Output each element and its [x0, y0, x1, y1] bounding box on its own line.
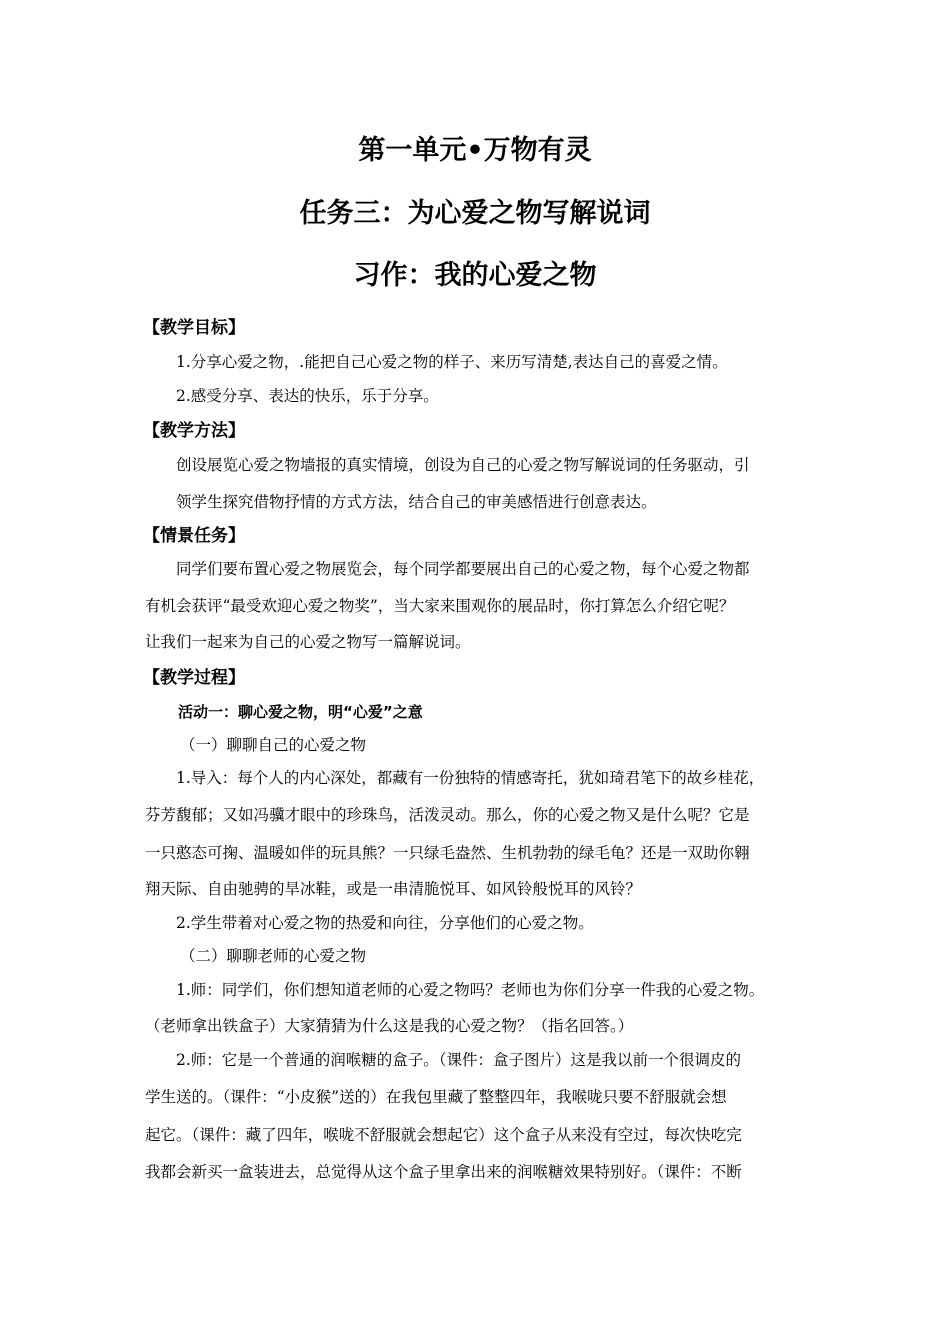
p4-line-2: 学生送的。（课件：“小皮猴”送的）在我包里藏了整整四年，我喉咙只要不舒服就会想	[145, 1088, 727, 1106]
process-heading: 【教学过程】	[143, 668, 245, 688]
scenario-line-2: 有机会获评“最受欢迎心爱之物奖”，当大家来围观你的展品时，你打算怎么介绍它呢？	[145, 597, 735, 615]
p1-line-1: 1.导入：每个人的内心深处，都藏有一份独特的情感寄托，犹如琦君笔下的故乡桂花，	[176, 769, 765, 787]
method-line-2: 领学生探究借物抒情的方式方法，结合自己的审美感悟进行创意表达。	[176, 493, 657, 511]
p1-line-2: 芬芳馥郁；又如冯骥才眼中的珍珠鸟，活泼灵动。那么，你的心爱之物又是什么呢？它是	[145, 806, 750, 824]
p4-line-1: 2.师：它是一个普通的润喉糖的盒子。（课件：盒子图片）这是我以前一个很调皮的	[176, 1051, 742, 1069]
goals-heading: 【教学目标】	[143, 318, 245, 338]
section-1-title: （一）聊聊自己的心爱之物	[180, 736, 367, 754]
p1-line-4: 翔天际、自由驰骋的旱冰鞋，或是一串清脆悦耳、如风铃般悦耳的风铃？	[145, 880, 642, 898]
method-line-1: 创设展览心爱之物墙报的真实情境，创设为自己的心爱之物写解说词的任务驱动，引	[176, 456, 750, 474]
method-heading: 【教学方法】	[143, 421, 245, 441]
p2-line: 2.学生带着对心爱之物的热爱和向往，分享他们的心爱之物。	[176, 914, 594, 932]
p4-line-4: 我都会新买一盒装进去，总觉得从这个盒子里拿出来的润喉糖效果特别好。（课件：不断	[145, 1163, 742, 1181]
p4-line-3: 起它。（课件：藏了四年，喉咙不舒服就会想起它）这个盒子从来没有空过，每次快吃完	[145, 1126, 742, 1144]
p1-line-3: 一只憨态可掬、温暖如伴的玩具熊？一只绿毛盎然、生机勃勃的绿毛龟？还是一双助你翱	[145, 844, 750, 862]
essay-title: 习作：我的心爱之物	[353, 260, 597, 291]
unit-title: 第一单元•万物有灵	[358, 135, 592, 166]
task-title: 任务三：为心爱之物写解说词	[299, 198, 651, 229]
activity-1-title: 活动一：聊心爱之物，明“心爱”之意	[178, 703, 423, 721]
scenario-line-3: 让我们一起来为自己的心爱之物写一篇解说词。	[145, 633, 471, 651]
scenario-heading: 【情景任务】	[143, 526, 245, 546]
goals-item-2: 2.感受分享、表达的快乐，乐于分享。	[176, 387, 439, 405]
p3-line-2: （老师拿出铁盒子）大家猜猜为什么这是我的心爱之物？（指名回答。）	[145, 1017, 634, 1035]
scenario-line-1: 同学们要布置心爱之物展览会，每个同学都要展出自己的心爱之物，每个心爱之物都	[176, 560, 750, 578]
p3-line-1: 1.师：同学们，你们想知道老师的心爱之物吗？老师也为你们分享一件我的心爱之物。	[176, 981, 765, 999]
section-2-title: （二）聊聊老师的心爱之物	[180, 947, 367, 965]
goals-item-1: 1.分享心爱之物，.能把自己心爱之物的样子、来历写清楚,表达自己的喜爱之情。	[176, 353, 728, 371]
